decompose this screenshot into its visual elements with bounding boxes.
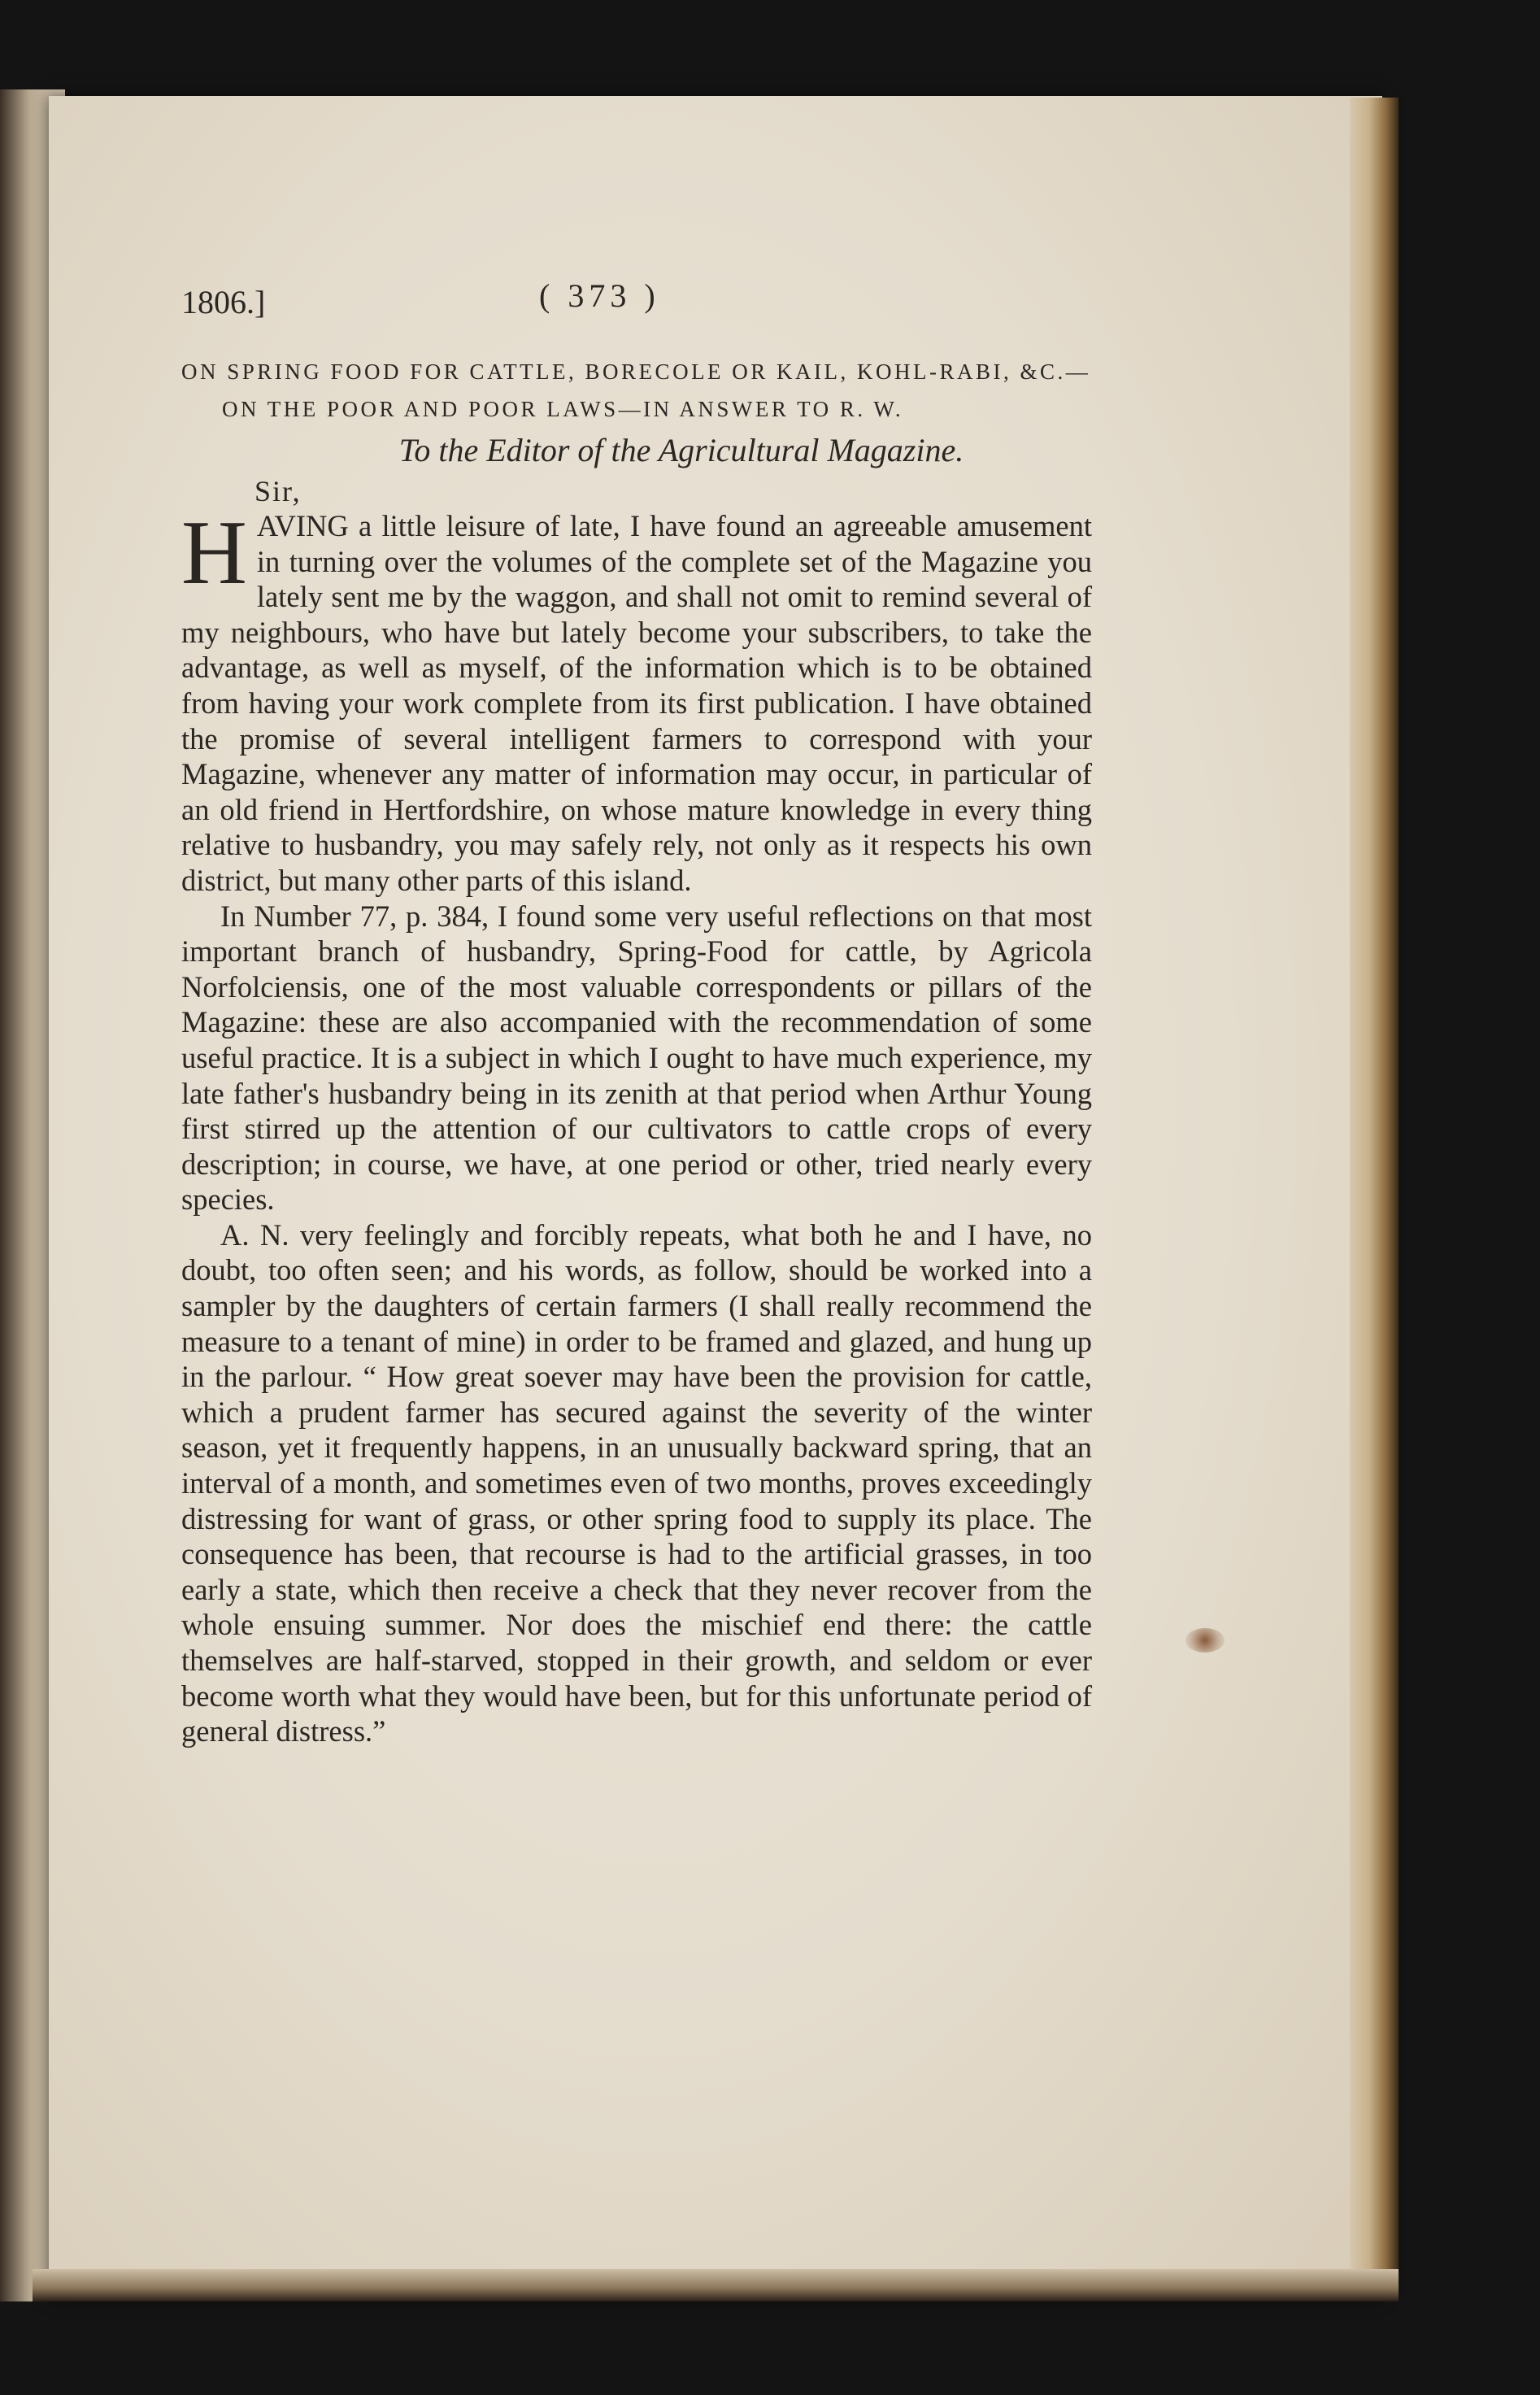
ink-stain (1185, 1628, 1225, 1653)
running-head (181, 277, 1092, 325)
paragraph-2: In Number 77, p. 384, I found some very useful reflections on that most important branch of husbandry, Spring-Food for cattle, by Agricola Norfolciensis, one of the most valuable correspondents or pillars of the Magazine: these are also accompanied with the recommendation of some useful practice. It is a subject in which I ought to have much experience, my late father's husbandry being in its zenith at that period when Arthur Young first stirred up the attention of our cultivators to cattle crops of every description; in course, we have, at one period or other, tried nearly every species. (181, 899, 1092, 1217)
paragraph-3: A. N. very feelingly and forcibly repeats, what both he and I have, no doubt, too often seen; and his words, as follow, should be worked into a sampler by the daughters of certain farmers (I shall really recommend the measure to a tenant of mine) in order to be framed and glazed, and hung up in the parlour. “ How great soever may have been the provision for cattle, which a prudent farmer has secured against the severity of the winter season, yet it frequently happens, in an unusually backward spring, that an interval of a month, and sometimes even of two months, proves exceedingly distressing for want of grass, or other spring food to supply its place. The consequence has been, that recourse is had to the artificial grasses, in too early a state, which then receive a check that they never recover from the whole ensuing summer. Nor does the mischief end there: the cattle themselves are half-starved, stopped in their growth, and seldom or ever become worth what they would have been, but for this unfortunate period of general distress.” (181, 1217, 1092, 1748)
page-number: ( 373 ) (539, 277, 660, 314)
page-bottom-edge (33, 2269, 1399, 2301)
running-head-year: 1806.] (181, 284, 266, 320)
to-editor-line: To the Editor of the Agricultural Magazine. (398, 432, 964, 468)
paragraph-1-text: AVING a little leisure of late, I have found an agreeable amusement in turning over the volumes of the complete set of the Magazine you lately sent me by the waggon, and shall not omit to remind several of my neighbours, who have but lately become your subscribers, to take the advantage, as well as myself, of the information which is to be obtained from having your work complete from its first publication. I have obtained the promise of several intelligent farmers to correspond with your Magazine, whenever any matter of information may occur, in particular of an old friend in Hertfordshire, on whose mature knowledge in every thing relative to husbandry, you may safely rely, not only as it respects his own district, but many other parts of this island. (181, 509, 1092, 897)
drop-cap: H (181, 503, 247, 603)
page-fore-edge (1350, 98, 1399, 2297)
paragraph-1 (181, 503, 1092, 899)
article-title: ON SPRING FOOD FOR CATTLE, BORECOLE OR KAIL, KOHL-RABI, &C.—ON THE POOR AND POOR LAWS—IN ANSWER TO R. W. (181, 359, 1091, 421)
text-block (181, 277, 1092, 1749)
salutation: Sir, (254, 475, 302, 507)
